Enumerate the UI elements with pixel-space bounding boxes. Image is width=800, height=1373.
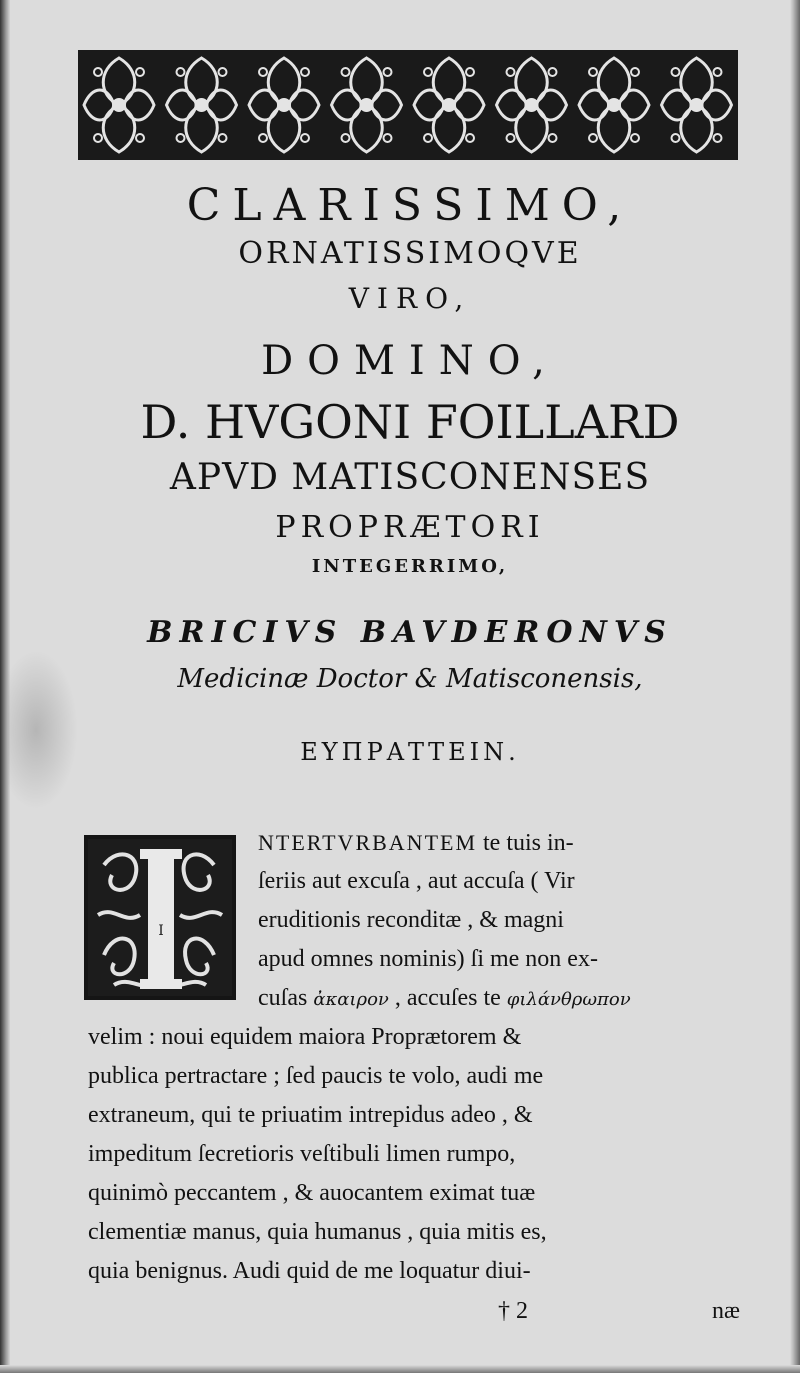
body-line-11: clementiæ manus, quia humanus , quia mitis es, (88, 1219, 547, 1245)
headpiece-motif (167, 58, 237, 152)
author-name: BRICIVS BAVDERONVS (147, 615, 673, 650)
headpiece-motif (84, 58, 154, 152)
signature-mark: † 2 (498, 1298, 528, 1324)
initial-letter: I (158, 923, 164, 939)
body-line-5-b: , accuſes te (388, 985, 507, 1011)
greek-word-philanthropon: φιλάνθρωπον (506, 989, 631, 1010)
headpiece-motif (497, 58, 567, 152)
greek-word-akairon: ἀκαιρον (313, 989, 389, 1010)
page-right-edge (790, 0, 800, 1373)
headpiece-motif (579, 58, 649, 152)
ornamental-headpiece (78, 50, 738, 160)
page-bottom-edge (0, 1365, 800, 1373)
body-opening-word: NTERTVRBANTEM (258, 830, 478, 855)
headpiece-motif (332, 58, 402, 152)
author-title: Medicinæ Doctor & Matisconensis, (177, 664, 643, 694)
body-line-2: ſeriis aut excuſa , aut accuſa ( Vir (258, 868, 575, 894)
catchword: næ (712, 1298, 741, 1324)
body-line-4: apud omnes nominis) ſi me non ex- (258, 946, 598, 972)
body-line-3: eruditionis reconditæ , & magni (258, 907, 564, 933)
body-line-7: publica pertractare ; ſed paucis te volo, audi me (88, 1063, 544, 1089)
heading-clarissimo: CLARISSIMO, (186, 180, 634, 231)
decorated-initial (84, 835, 236, 1000)
body-line-6: velim : noui equidem maiora Proprætorem & (88, 1024, 522, 1050)
headpiece-motif (662, 58, 732, 152)
paper-stain (8, 650, 78, 810)
body-line-8: extraneum, qui te priuatim intrepidus adeo , & (88, 1102, 533, 1128)
heading-ornatissimoque: ORNATISSIMOQVE (238, 236, 582, 271)
body-line-1-end: te tuis in- (477, 830, 574, 856)
heading-propraetori: PROPRÆTORI (275, 510, 545, 545)
body-line-12: quia benignus. Audi quid de me loquatur diui- (88, 1258, 531, 1284)
body-line-10: quinimò peccantem , & auocantem eximat tuæ (88, 1180, 536, 1206)
heading-domino: DOMINO, (261, 338, 559, 384)
heading-viro: VIRO, (348, 282, 472, 315)
body-line-9: impeditum ſecretioris veſtibuli limen rumpo, (88, 1141, 516, 1167)
heading-integerrimo: INTEGERRIMO, (311, 556, 509, 577)
heading-apud-matisconenses: APVD MATISCONENSES (169, 457, 651, 498)
greek-greeting: ΕΥΠΡΑΤΤΕΙΝ. (300, 738, 520, 766)
headpiece-motif (249, 58, 319, 152)
headpiece-motif (414, 58, 484, 152)
body-line-5 (258, 983, 631, 1015)
body-line-5-a: cuſas (258, 985, 314, 1011)
body-line-1 (258, 828, 574, 858)
heading-dedicatee-name: D. HVGONI FOILLARD (140, 395, 680, 449)
